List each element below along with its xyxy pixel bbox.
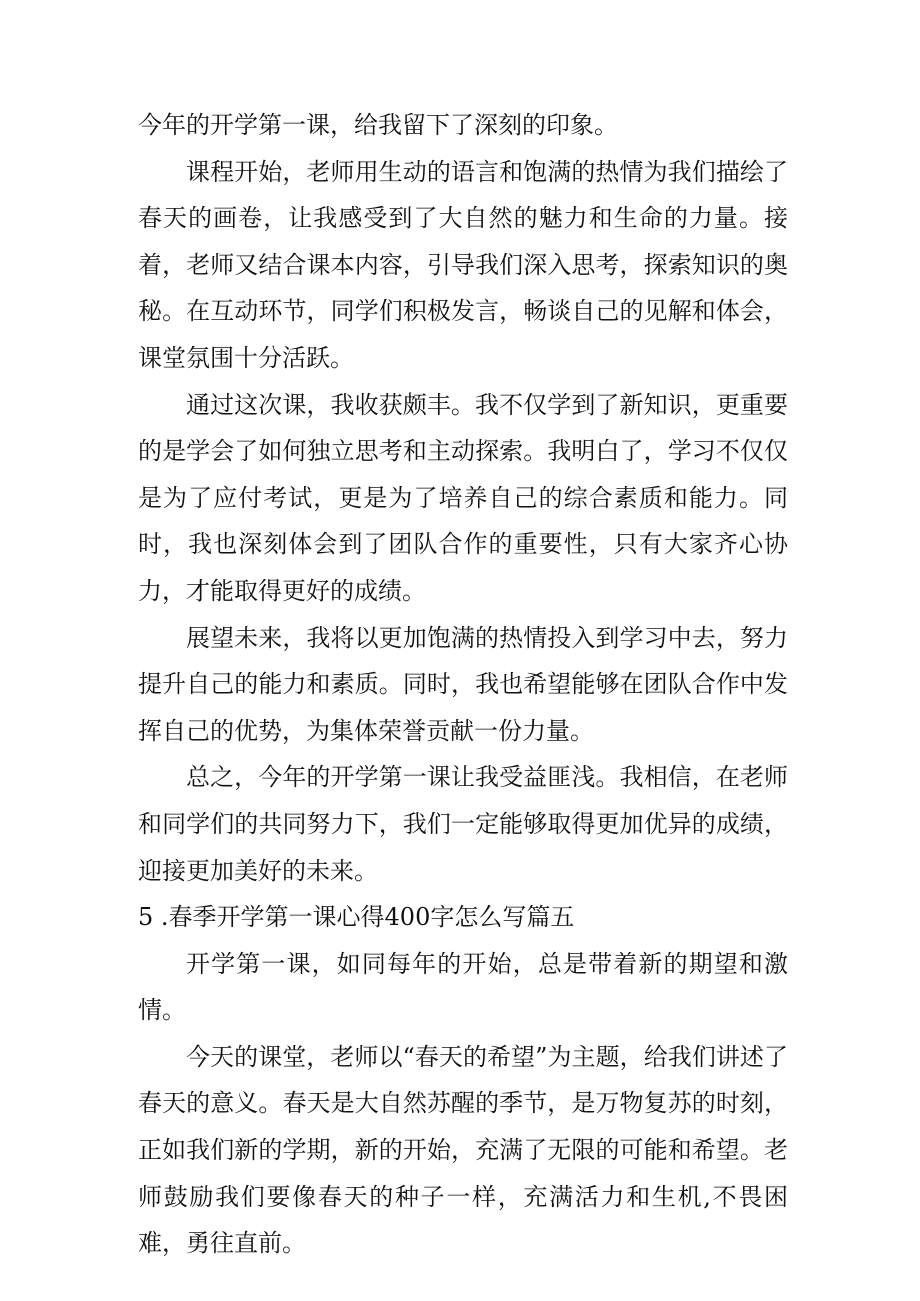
paragraph-outlook: 展望未来，我将以更加饱满的热情投入到学习中去，努力提升自己的能力和素质。同时，我也希望能够在团队合作中发挥自己的优势，为集体荣誉贡献一份力量。	[138, 623, 788, 745]
paragraph-course-start: 课程开始，老师用生动的语言和饱满的热情为我们描绘了春天的画卷，让我感受到了大自然的魅力和生命的力量。接着，老师又结合课本内容，引导我们深入思考，探索知识的奥秘。在互动环节，同学们积极发言，畅谈自己的见解和体会，课堂氛围十分活跃。	[138, 157, 788, 372]
paragraph-section-opening: 开学第一课，如同每年的开始，总是带着新的期望和激情。	[138, 949, 788, 1025]
paragraph-intro: 今年的开学第一课，给我留下了深刻的印象。	[138, 111, 618, 139]
section-heading: 5 .春季开学第一课心得400字怎么写篇五	[138, 903, 575, 932]
paragraph-gains: 通过这次课，我收获颇丰。我不仅学到了新知识，更重要的是学会了如何独立思考和主动探索。我明白了，学习不仅仅是为了应付考试，更是为了培养自己的综合素质和能力。同时，我也深刻体会到了团队合作的重要性，只有大家齐心协力，才能取得更好的成绩。	[138, 390, 788, 605]
paragraph-conclusion: 总之，今年的开学第一课让我受益匪浅。我相信，在老师和同学们的共同努力下，我们一定能够取得更加优异的成绩，迎接更加美好的未来。	[138, 763, 788, 885]
document-page	[138, 102, 788, 1267]
paragraph-section-body: 今天的课堂，老师以“春天的希望”为主题，给我们讲述了春天的意义。春天是大自然苏醒的季节，是万物复苏的时刻，正如我们新的学期，新的开始，充满了无限的可能和希望。老师鼓励我们要像春天的种子一样，充满活力和生机,不畏困难，勇往直前。	[138, 1042, 788, 1258]
